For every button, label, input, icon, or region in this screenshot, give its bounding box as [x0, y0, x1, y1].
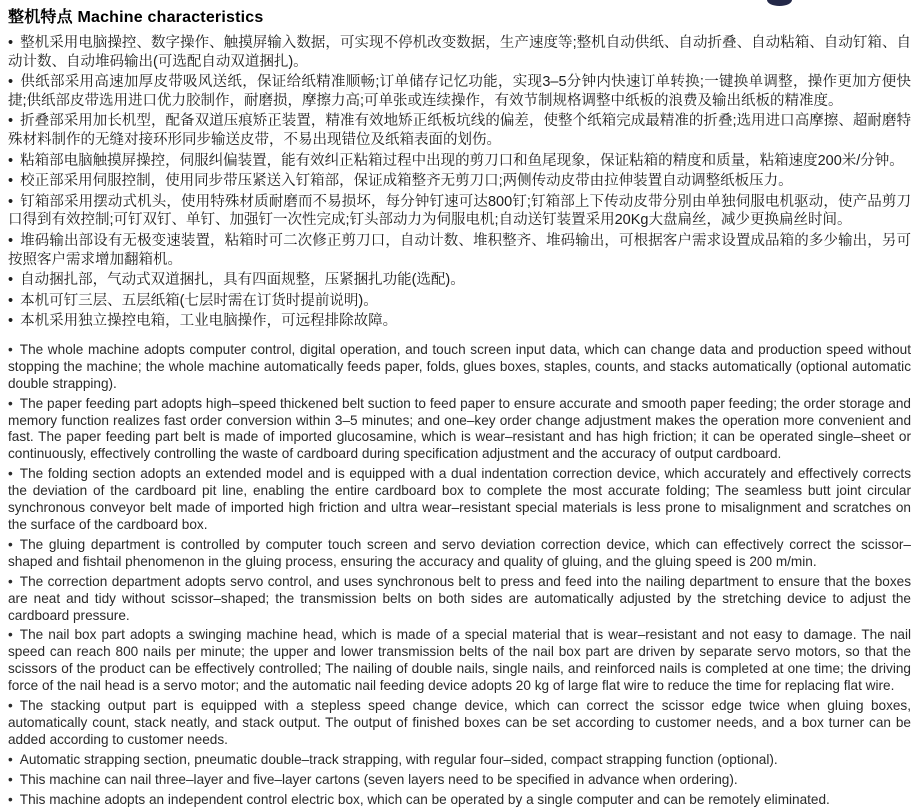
- bullet-item: [8, 312, 911, 331]
- bullet-item: [8, 342, 911, 393]
- bullet-item: [8, 574, 911, 625]
- bullet-text: Automatic strapping section, pneumatic double–track strapping, with regular four–sided, compact strapping function (optional).: [19, 751, 778, 767]
- bullet-dot-icon: •: [8, 536, 13, 552]
- bullet-item: [8, 752, 911, 769]
- bullet-dot-icon: •: [8, 466, 13, 482]
- bullet-item: [8, 232, 911, 269]
- bullet-text: 校正部采用伺服控制，使用同步带压紧送入钉箱部，保证成箱整齐无剪刀口;两侧传动皮带由拉伸装置自动调整纸板压力。: [20, 173, 793, 190]
- bullet-text: 本机可钉三层、五层纸箱(七层时需在订货时提前说明)。: [20, 292, 378, 309]
- bullet-dot-icon: •: [8, 341, 13, 357]
- bullet-item: [8, 73, 911, 110]
- bullet-dot-icon: •: [8, 74, 14, 91]
- bullet-dot-icon: •: [8, 35, 14, 51]
- bullet-item: [8, 627, 911, 695]
- bullet-item: [8, 772, 911, 789]
- bullet-dot-icon: •: [8, 292, 14, 309]
- bullet-dot-icon: •: [8, 395, 13, 411]
- bullet-dot-icon: •: [8, 771, 13, 787]
- chinese-bullet-section: [8, 34, 911, 331]
- bullet-text: 本机采用独立操控电箱，工业电脑操作，可远程排除故障。: [20, 313, 398, 330]
- bullet-text: The folding section adopts an extended model and is equipped with a dual indentation correction device, which accurately and effectively corrects the deviation of the cardboard pit line, enabling the entire cardboard box to complete the most accurate folding; The seamless butt joint circular synchronous conveyor belt made of imported high friction and ultra wear–resistant special materials is less prone to misalignment and scratches on the surface of the cardboard box.: [8, 466, 911, 532]
- bullet-dot-icon: •: [8, 313, 14, 330]
- english-bullet-section: [8, 342, 911, 808]
- bullet-text: The nail box part adopts a swinging machine head, which is made of a special material that is wear–resistant and not easy to damage. The nail speed can reach 800 nails per minute; the upper and lower transmission belts of the nail box part are driven by separate servo motors, so that the scissors of the product can be effectively controlled; The nailing of double nails, single nails, and reinforced nails is completed at one time; the driving force of the nail head is a servo motor; and the automatic nail feeding device adopts 20 kg of large flat wire to reduce the time for replacing flat wire.: [8, 627, 911, 694]
- bullet-dot-icon: •: [8, 232, 14, 249]
- bullet-text: The paper feeding part adopts high–speed thickened belt suction to feed paper to ensure accurate and smooth paper feeding; the order storage and memory function realizes fast order conversion within 3–5 minutes; and one–key order change adjustment makes the operation more convenient and fast. The paper feeding part belt is made of imported glucosamine, which is wear–resistant and has high friction; it can be operated single–sheet or continuously, effectively controlling the waste of cardboard during specification adjustment and the accuracy of output cardboard.: [8, 395, 911, 462]
- bullet-text: 折叠部采用加长机型，配备双道压痕矫正装置，精准有效地矫正纸板坑线的偏差，使整个纸箱完成最精准的折叠;选用进口高摩擦、超耐磨特殊材料制作的无缝对接环形同步输送皮带，不易出现错位及纸箱表面的划伤。: [8, 113, 911, 148]
- bullet-item: [8, 34, 911, 71]
- bullet-text: The whole machine adopts computer control, digital operation, and touch screen input data, which can change data and production speed without stopping the machine; the whole machine automatically feeds paper, folds, glues boxes, staples, counts, and stacks automatically (optional automatic double strapping).: [8, 341, 911, 391]
- page-title: 整机特点 Machine characteristics: [8, 9, 264, 26]
- bullet-item: [8, 792, 911, 808]
- bullet-text: 供纸部采用高速加厚皮带吸风送纸，保证给纸精准顺畅;订单储存记忆功能，实现3–5分钟内快速订单转换;一键换单调整，操作更加方便快捷;供纸部皮带选用进口优力胶制作，耐磨损，摩擦力高;可单张或连续操作，有效节制规格调整中纸板的浪费及输出纸板的精准度。: [8, 74, 911, 109]
- bullet-text: This machine can nail three–layer and five–layer cartons (seven layers need to be specified in advance when ordering).: [19, 771, 738, 787]
- bullet-dot-icon: •: [8, 791, 13, 807]
- bullet-text: The stacking output part is equipped with a stepless speed change device, which can correct the scissor edge twice when gluing boxes, automatically count, stack neatly, and stack output. The output of finished boxes can be set according to customer needs, and a box turner can be added according to customer needs.: [8, 698, 911, 747]
- bullet-item: [8, 193, 911, 230]
- bullet-item: [8, 537, 911, 571]
- bullet-text: 堆码输出部设有无极变速装置，粘箱时可二次修正剪刀口，自动计数、堆积整齐、堆码输出，可根据客户需求设置成品箱的多少输出，另可按照客户需求增加翻箱机。: [8, 232, 911, 268]
- bullet-dot-icon: •: [8, 751, 13, 767]
- bullet-item: [8, 152, 911, 171]
- bullet-dot-icon: •: [8, 193, 14, 210]
- bullet-dot-icon: •: [8, 627, 13, 643]
- bullet-text: 钉箱部采用摆动式机头，使用特殊材质耐磨而不易损坏，每分钟钉速可达800钉;钉箱部上下传动皮带分别由单独伺服电机驱动，使产品剪刀口得到有效控制;可钉双钉、单钉、加强钉一次性完成;钉头部动力为伺服电机;自动送钉装置采用20Kg大盘扁丝，减少更换扁丝时间。: [8, 193, 911, 229]
- bullet-text: The correction department adopts servo control, and uses synchronous belt to press and feed into the nailing department to ensure that the boxes are neat and tidy without scissor–shaped; the transmission belts on both sides are automatically adjusted by the stretching device to adjust the cardboard pressure.: [8, 573, 911, 623]
- bullet-text: 粘箱部电脑触摸屏操控，伺服纠偏装置，能有效纠正粘箱过程中出现的剪刀口和鱼尾现象，保证粘箱的精度和质量，粘箱速度200米/分钟。: [20, 152, 904, 169]
- bullet-item: [8, 112, 911, 149]
- bullet-dot-icon: •: [8, 272, 14, 289]
- bullet-text: 整机采用电脑操控、数字操作、触摸屏输入数据，可实现不停机改变数据，生产速度等;整机自动供纸、自动折叠、自动粘箱、自动钉箱、自动计数、自动堆码输出(可选配自动双道捆扎)。: [8, 35, 911, 70]
- bullet-item: [8, 172, 911, 191]
- bullet-text: The gluing department is controlled by computer touch screen and servo deviation correction device, which can effectively correct the scissor–shaped and fishtail phenomenon in the gluing process, ensuring the accuracy and quality of gluing, and the gluing speed is 200 m/min.: [8, 536, 911, 569]
- bullet-dot-icon: •: [8, 173, 14, 190]
- bullet-item: [8, 698, 911, 749]
- bullet-dot-icon: •: [8, 152, 14, 169]
- bullet-dot-icon: •: [8, 573, 13, 589]
- bullet-dot-icon: •: [8, 113, 14, 130]
- bullet-item: [8, 466, 911, 534]
- bullet-text: This machine adopts an independent control electric box, which can be operated by a single computer and can be remotely eliminated.: [19, 791, 830, 807]
- bullet-item: [8, 396, 911, 464]
- bullet-text: 自动捆扎部，气动式双道捆扎，具有四面规整，压紧捆扎功能(选配)。: [20, 272, 465, 289]
- bullet-item: [8, 271, 911, 290]
- bullet-dot-icon: •: [8, 698, 13, 714]
- bullet-item: [8, 292, 911, 311]
